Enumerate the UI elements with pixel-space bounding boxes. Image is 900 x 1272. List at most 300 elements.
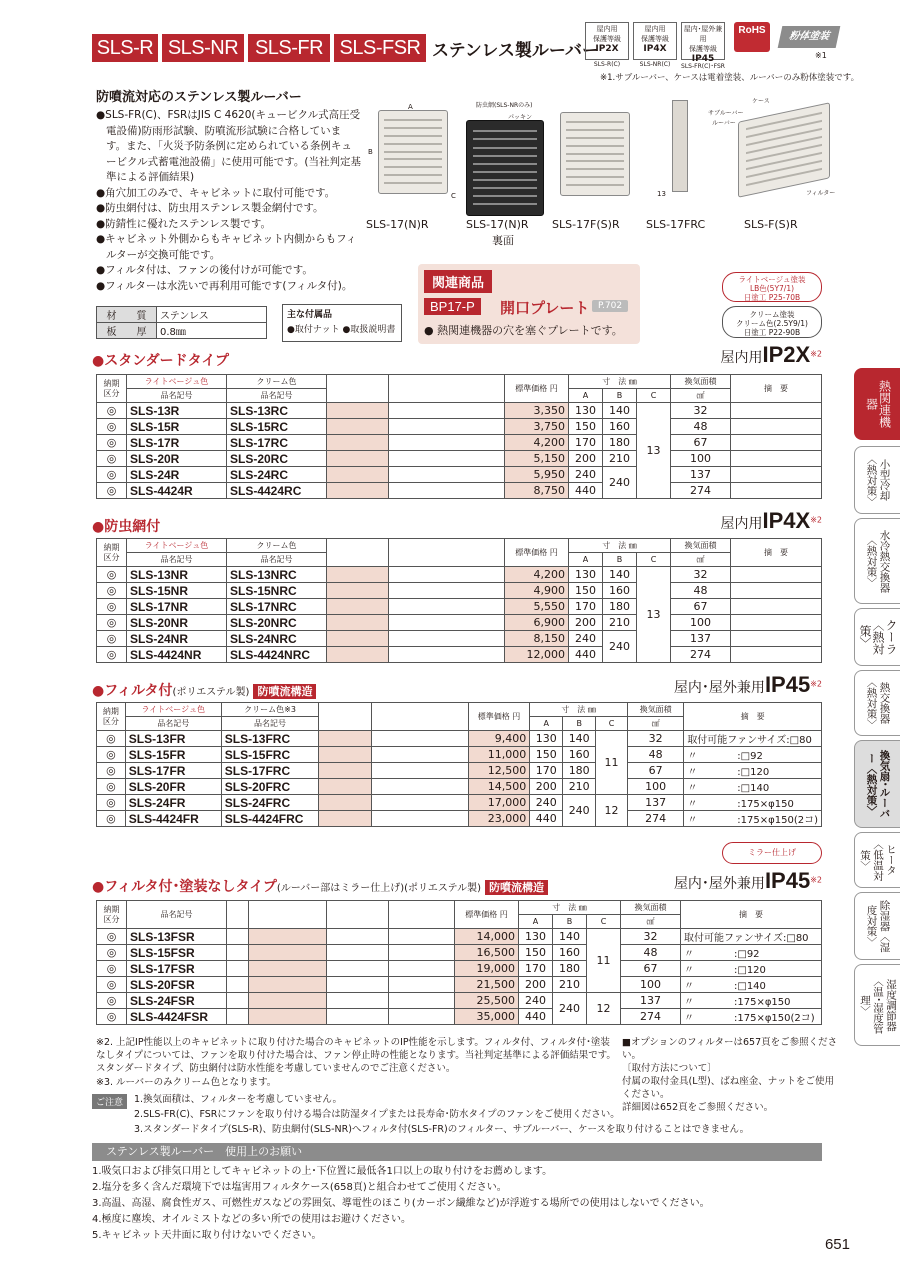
product-code-cream[interactable]: SLS-4424NRC (227, 647, 327, 663)
powder-coat-label: 粉体塗装 (787, 31, 831, 42)
col-blank (371, 703, 468, 731)
price: 12,000 (505, 647, 569, 663)
price: 14,000 (455, 929, 519, 945)
delivery-mark: ◎ (97, 929, 127, 945)
product-code-cream[interactable]: SLS-24FRC (221, 795, 319, 811)
dim-b: 160 (603, 419, 637, 435)
sidebar-tab[interactable]: 湿度調節器〈温･湿度管理〉 (854, 964, 900, 1046)
powder-note-mark: ※1 (815, 51, 827, 60)
price: 19,000 (455, 961, 519, 977)
sidebar-tab[interactable]: 除湿器〈湿度対策〉 (854, 892, 900, 960)
blank-cell (389, 945, 455, 961)
price: 25,500 (455, 993, 519, 1009)
product-code[interactable]: SLS-17FSR (127, 961, 227, 977)
col-dim: 寸 法 ㎜ (569, 375, 671, 389)
product-code[interactable]: SLS-13FSR (127, 929, 227, 945)
blank-cell (371, 795, 468, 811)
blank-cell (389, 631, 505, 647)
table-row (97, 993, 822, 1009)
dim-a: 440 (569, 483, 603, 499)
spec-value: 0.8㎜ (157, 323, 267, 339)
louver-slat (566, 184, 623, 186)
col-dim-sub: A (569, 389, 603, 403)
delivery-mark: ◎ (97, 403, 127, 419)
product-table (96, 900, 822, 1025)
sidebar-tab[interactable]: 水冷熱交換器〈熱対策〉 (854, 518, 900, 604)
col-dim: 寸 法 ㎜ (530, 703, 628, 717)
col-price: 標準価格 円 (505, 539, 569, 567)
callout: C (451, 192, 456, 200)
col-blank (389, 539, 505, 567)
sidebar-tab[interactable]: 換気扇･ルーバー〈熱対策〉 (854, 740, 900, 828)
row-notes: 〃 :175×φ150 (684, 795, 822, 811)
product-code[interactable]: SLS-20FSR (127, 977, 227, 993)
section-sub: (ルーバー部はミラー仕上げ)(ポリエステル製) (276, 883, 482, 894)
product-code[interactable]: SLS-17FR (125, 763, 221, 779)
product-code-cream[interactable]: SLS-15RC (227, 419, 327, 435)
delivery-mark: ◎ (97, 731, 126, 747)
col-notes: 摘 要 (681, 901, 822, 929)
product-code-cream[interactable]: SLS-20NRC (227, 615, 327, 631)
col-area: 換気面積 (671, 539, 731, 553)
section-title (92, 680, 316, 700)
dim-b: 160 (563, 747, 596, 763)
delivery-mark: ◎ (97, 779, 126, 795)
page-title: ステンレス製ルーバー (432, 41, 600, 61)
louver-slat (384, 143, 441, 145)
product-code[interactable]: SLS-24FSR (127, 993, 227, 1009)
col-blank (389, 375, 505, 403)
product-code-cream[interactable]: SLS-13RC (227, 403, 327, 419)
product-code[interactable]: SLS-4424R (127, 483, 227, 499)
blank-cell (389, 483, 505, 499)
vent-area: 274 (671, 483, 731, 499)
blank-cell (327, 1009, 389, 1025)
table-row (97, 567, 822, 583)
related-box (418, 264, 640, 344)
color-text: クリーム塗装 (749, 310, 795, 319)
col-area: 換気面積 (671, 375, 731, 389)
blank-cell (389, 567, 505, 583)
vent-area: 274 (627, 811, 683, 827)
col-lb-code: 品名記号 (127, 553, 227, 567)
delivery-mark: ◎ (97, 1009, 127, 1025)
blank-cell (319, 811, 371, 827)
col-cr-code: 品名記号 (221, 717, 319, 731)
table-row (97, 779, 822, 795)
footnote-3: ※3. ルーバーのみクリーム色となります。 (96, 1077, 277, 1088)
row-notes (731, 583, 822, 599)
caution-item: 3.スタンダードタイプ(SLS-R)、防虫網付(SLS-NR)へフィルタ付(SLS-FR)のフィルター、サブルーバー、ケースを取り付けることはできません。 (134, 1124, 750, 1135)
dim-b: 240 (553, 993, 587, 1025)
blank-cell (327, 435, 389, 451)
blank-cell (371, 747, 468, 763)
series-tag: SLS-FR (248, 34, 330, 62)
blank-cell (249, 929, 327, 945)
usage-list (92, 1164, 710, 1244)
col-dim-sub: A (530, 717, 563, 731)
vent-area: 67 (671, 599, 731, 615)
figure-label: SLS-17(N)R (366, 218, 429, 231)
sidebar-tab[interactable]: ヒータ〈低温対策〉 (854, 832, 900, 888)
blank-cell (227, 993, 249, 1009)
louver-slat (473, 155, 537, 157)
series-tag: SLS-R (92, 34, 158, 62)
table-row (97, 631, 822, 647)
dim-a: 240 (569, 467, 603, 483)
blank-cell (249, 1009, 327, 1025)
ip-badge-under: SLS-FR(C)･FSR (681, 63, 725, 70)
dim-a: 240 (519, 993, 553, 1009)
dim-a: 150 (569, 419, 603, 435)
ip-prefix: 屋内用 (720, 350, 763, 366)
ip-badge-code: IP45 (691, 54, 715, 64)
spec-key: 材 質 (97, 307, 157, 323)
product-code[interactable]: SLS-24R (127, 467, 227, 483)
louver-slat (566, 168, 623, 170)
delivery-mark: ◎ (97, 567, 127, 583)
caution-item: 1.換気面積は、フィルターを考慮していません。 (134, 1094, 342, 1105)
dim-c: 13 (637, 403, 671, 499)
footnote-2: ※2. 上記IP性能以上のキャビネットに取り付けた場合のキャビネットのIP性能を示します。フィルタ付、フィルタ付･塗装なしタイプについては、ファンを取り付けた場合は、ファン停止時の性能となります。当社判定基準による評価結果です。スタンダードタイプ、防虫網付は防水性能を考慮していませんのでご注意ください。 (96, 1037, 616, 1074)
table-row (97, 747, 822, 763)
louver-slat (473, 195, 537, 197)
price: 5,150 (505, 451, 569, 467)
vent-area: 32 (621, 929, 681, 945)
section-title-text: ●防虫網付 (92, 519, 161, 535)
section-sub: (ポリエステル製) (172, 687, 250, 698)
product-code[interactable]: SLS-15NR (127, 583, 227, 599)
col-blank (327, 901, 389, 929)
blank-cell (389, 403, 505, 419)
product-code[interactable]: SLS-4424FSR (127, 1009, 227, 1025)
col-dim: 寸 法 ㎜ (569, 539, 671, 553)
louver-slat (473, 130, 537, 132)
product-code-cream[interactable]: SLS-20FRC (221, 779, 319, 795)
price: 4,200 (505, 567, 569, 583)
product-code[interactable]: SLS-13FR (125, 731, 221, 747)
caution-list (134, 1092, 749, 1137)
vent-area: 274 (621, 1009, 681, 1025)
dim-c: 12 (587, 993, 621, 1025)
table-row (97, 731, 822, 747)
rohs-badge (734, 22, 770, 52)
product-table (96, 374, 822, 499)
callout: サブルーバー (708, 110, 744, 117)
dim-b: 180 (553, 961, 587, 977)
ip-note: ※2 (810, 875, 822, 885)
table-row (97, 583, 822, 599)
vent-area: 100 (671, 451, 731, 467)
delivery-mark: ◎ (97, 583, 127, 599)
dim-a: 200 (569, 451, 603, 467)
product-code-cream[interactable]: SLS-15NRC (227, 583, 327, 599)
row-notes: 〃 :□120 (684, 763, 822, 779)
price: 16,500 (455, 945, 519, 961)
product-code-cream[interactable]: SLS-24NRC (227, 631, 327, 647)
blank-cell (389, 583, 505, 599)
blank-cell (327, 599, 389, 615)
sidebar-tab[interactable]: 熱交換器〈熱対策〉 (854, 670, 900, 736)
blank-cell (327, 929, 389, 945)
delivery-mark: ◎ (97, 763, 126, 779)
table-row (97, 763, 822, 779)
product-code-cream[interactable]: SLS-15FRC (221, 747, 319, 763)
figure-label: SLS-F(S)R (744, 218, 798, 231)
louver-slat (384, 174, 441, 176)
louver-exploded-image (738, 102, 830, 198)
dim-b: 160 (553, 945, 587, 961)
blank-cell (389, 1009, 455, 1025)
caution-item: 2.SLS-FR(C)、FSRにファンを取り付ける場合は防湿タイプまたは長寿命･防水タイプのファンをご使用ください。 (134, 1109, 620, 1120)
product-code-cream[interactable]: SLS-13NRC (227, 567, 327, 583)
table-header-row (97, 375, 822, 389)
dim-b: 140 (603, 403, 637, 419)
ip-badge-top: 屋内･屋外兼用 (683, 25, 723, 43)
col-blank (249, 901, 327, 929)
accessories-title: 主な付属品 (287, 310, 333, 320)
vent-area: 48 (627, 747, 683, 763)
product-code[interactable]: SLS-13NR (127, 567, 227, 583)
blank-cell (389, 467, 505, 483)
product-code-cream[interactable]: SLS-13FRC (221, 731, 319, 747)
col-price: 標準価格 円 (505, 375, 569, 403)
product-code-cream[interactable]: SLS-4424FRC (221, 811, 319, 827)
dim-b: 240 (563, 795, 596, 827)
delivery-mark: ◎ (97, 599, 127, 615)
mirror-note: ミラー仕上げ (722, 842, 822, 864)
vent-area: 48 (671, 583, 731, 599)
product-code[interactable]: SLS-20FR (125, 779, 221, 795)
col-dim-sub: B (603, 389, 637, 403)
sidebar-tab[interactable]: クーラ〈熱対策〉 (854, 608, 900, 666)
col-dim-sub: A (569, 553, 603, 567)
series-tag: SLS-NR (162, 34, 244, 62)
col-price: 標準価格 円 (455, 901, 519, 929)
blank-cell (371, 731, 468, 747)
col-lb: ライトベージュ色 (125, 703, 221, 717)
col-blank (327, 539, 389, 567)
blank-cell (227, 961, 249, 977)
louver-slat (473, 147, 537, 149)
header-text: 納期 (103, 904, 120, 914)
blank-cell (327, 945, 389, 961)
vent-area: 137 (671, 467, 731, 483)
spec-table (96, 306, 267, 339)
dim-a: 170 (530, 763, 563, 779)
louver-slat (566, 129, 623, 131)
row-notes (731, 467, 822, 483)
table-row (97, 467, 822, 483)
blank-cell (249, 993, 327, 1009)
dim-c: 11 (596, 731, 628, 795)
row-notes: 〃 :□92 (681, 945, 822, 961)
blank-cell (389, 599, 505, 615)
dim-a: 200 (530, 779, 563, 795)
callout: 防虫網(SLS-NRのみ) (476, 102, 533, 109)
table-header-row (97, 901, 822, 915)
col-area-unit: ㎠ (671, 553, 731, 567)
price: 6,900 (505, 615, 569, 631)
product-code-cream[interactable]: SLS-24RC (227, 467, 327, 483)
louver-slat (746, 168, 822, 186)
blank-cell (327, 631, 389, 647)
product-code-cream[interactable]: SLS-17NRC (227, 599, 327, 615)
col-notes: 摘 要 (731, 375, 822, 403)
louver-slat (473, 171, 537, 173)
ip-badge (633, 22, 677, 60)
powder-coat-badge (778, 26, 841, 48)
louver-slat (384, 182, 441, 184)
price: 9,400 (468, 731, 529, 747)
dim-b: 140 (563, 731, 596, 747)
vent-area: 100 (627, 779, 683, 795)
col-category (97, 539, 127, 567)
table-row (97, 599, 822, 615)
col-dim-sub: C (637, 553, 671, 567)
vent-area: 274 (671, 647, 731, 663)
ip-badge (681, 22, 725, 64)
mount-title: 〔取付方法について〕 (622, 1063, 717, 1074)
price: 5,550 (505, 599, 569, 615)
ip-code: IP2X (762, 342, 811, 367)
blank-cell (389, 615, 505, 631)
table-header-row (97, 539, 822, 553)
louver-front-image (378, 110, 448, 194)
dim-b: 240 (603, 631, 637, 663)
row-notes: 取付可能ファンサイズ:□80 (684, 731, 822, 747)
ip-badge-mid: 保護等級 (689, 45, 717, 53)
blank-cell (327, 993, 389, 1009)
row-notes: 〃 :□140 (684, 779, 822, 795)
ip-badge-under: SLS-NR(C) (639, 61, 671, 68)
col-cream: クリーム色 (227, 539, 327, 553)
louver-slat (384, 166, 441, 168)
blank-cell (227, 929, 249, 945)
figure-label: SLS-17(N)R (466, 218, 529, 231)
louver-slat (384, 119, 441, 121)
note-1: ※1.サブルーバー、ケースは電着塗装、ルーバーのみ粉体塗装です。 (600, 73, 860, 83)
col-lb: ライトベージュ色 (127, 375, 227, 389)
color-text: クリーム色(2.5Y9/1) (736, 319, 808, 328)
table-row (97, 435, 822, 451)
louver-slat (384, 158, 441, 160)
price: 14,500 (468, 779, 529, 795)
table-row (97, 1009, 822, 1025)
product-code-cream[interactable]: SLS-4424RC (227, 483, 327, 499)
vent-area: 100 (621, 977, 681, 993)
price: 8,150 (505, 631, 569, 647)
vent-area: 48 (671, 419, 731, 435)
price: 12,500 (468, 763, 529, 779)
vent-area: 32 (671, 403, 731, 419)
blank-cell (249, 961, 327, 977)
series-tag: SLS-FSR (334, 34, 426, 62)
product-code-cream[interactable]: SLS-20RC (227, 451, 327, 467)
product-code[interactable]: SLS-4424FR (125, 811, 221, 827)
blank-cell (327, 647, 389, 663)
price: 4,900 (505, 583, 569, 599)
dim-b: 180 (603, 599, 637, 615)
usage-item: 5.キャビネット天井面に取り付けないでください。 (92, 1230, 322, 1241)
louver-slat (473, 179, 537, 181)
product-code[interactable]: SLS-24NR (127, 631, 227, 647)
product-code[interactable]: SLS-17R (127, 435, 227, 451)
table-header-row (97, 703, 822, 717)
product-code[interactable]: SLS-15R (127, 419, 227, 435)
feature-item: ●フィルタ付は、ファンの後付けが可能です。 (96, 264, 313, 276)
dim-a: 440 (519, 1009, 553, 1025)
col-category (97, 901, 127, 929)
blank-cell (227, 977, 249, 993)
section-title (92, 350, 229, 370)
section-title-text: ●スタンダードタイプ (92, 353, 229, 369)
product-code[interactable]: SLS-20NR (127, 615, 227, 631)
blank-cell (389, 419, 505, 435)
product-code-cream[interactable]: SLS-17FRC (221, 763, 319, 779)
delivery-mark: ◎ (97, 961, 127, 977)
sidebar-tab[interactable]: 熱関連機器 (854, 368, 900, 440)
callout: パッキン (508, 114, 532, 121)
vent-area: 48 (621, 945, 681, 961)
blank-cell (327, 451, 389, 467)
row-notes (731, 403, 822, 419)
row-notes (731, 435, 822, 451)
ip-badge-code: IP2X (595, 44, 619, 54)
delivery-mark: ◎ (97, 977, 127, 993)
cream-color-note (722, 306, 822, 338)
rohs-label: RoHS (738, 25, 766, 36)
product-code[interactable]: SLS-20R (127, 451, 227, 467)
sidebar-tab[interactable]: 小型冷却〈熱対策〉 (854, 446, 900, 514)
ip-badge (585, 22, 629, 60)
blank-cell (327, 583, 389, 599)
louver-slat (566, 153, 623, 155)
col-blank (327, 375, 389, 403)
blank-cell (227, 945, 249, 961)
ip-badge-code: IP4X (643, 44, 667, 54)
product-code-cream[interactable]: SLS-17RC (227, 435, 327, 451)
louver-slat (473, 203, 537, 205)
delivery-mark: ◎ (97, 811, 126, 827)
splash-proof-badge: 防噴流構造 (485, 880, 548, 895)
dim-c: 13 (637, 567, 671, 663)
product-code[interactable]: SLS-15FR (125, 747, 221, 763)
dim-a: 200 (569, 615, 603, 631)
related-code[interactable]: BP17-P (424, 298, 481, 315)
spec-value: ステンレス (157, 307, 267, 323)
product-code[interactable]: SLS-15FSR (127, 945, 227, 961)
blank-cell (327, 567, 389, 583)
header-text: 納期 (103, 378, 120, 388)
product-code[interactable]: SLS-24FR (125, 795, 221, 811)
row-notes: 〃 :□92 (684, 747, 822, 763)
blank-cell (389, 993, 455, 1009)
delivery-mark: ◎ (97, 467, 127, 483)
section-ip (674, 672, 822, 698)
table-row (97, 977, 822, 993)
related-page[interactable]: P.702 (592, 300, 628, 312)
col-area-unit: ㎠ (627, 717, 683, 731)
product-code[interactable]: SLS-4424NR (127, 647, 227, 663)
feature-item: ●SLS-FR(C)、FSRはJIS C 4620(キュービクル式高圧受電設備)防雨形試験、防噴流形試験に合格しています。また、「火災予防条例に定められている条例キュービクル式蓄電池設備」に使用可能です。(当社判定基準による評価結果) (96, 109, 361, 183)
product-code[interactable]: SLS-13R (127, 403, 227, 419)
figure-label: SLS-17FRC (646, 218, 706, 231)
color-text: LB色(5Y7/1) (749, 284, 795, 293)
row-notes (731, 631, 822, 647)
product-code[interactable]: SLS-17NR (127, 599, 227, 615)
row-notes (731, 419, 822, 435)
